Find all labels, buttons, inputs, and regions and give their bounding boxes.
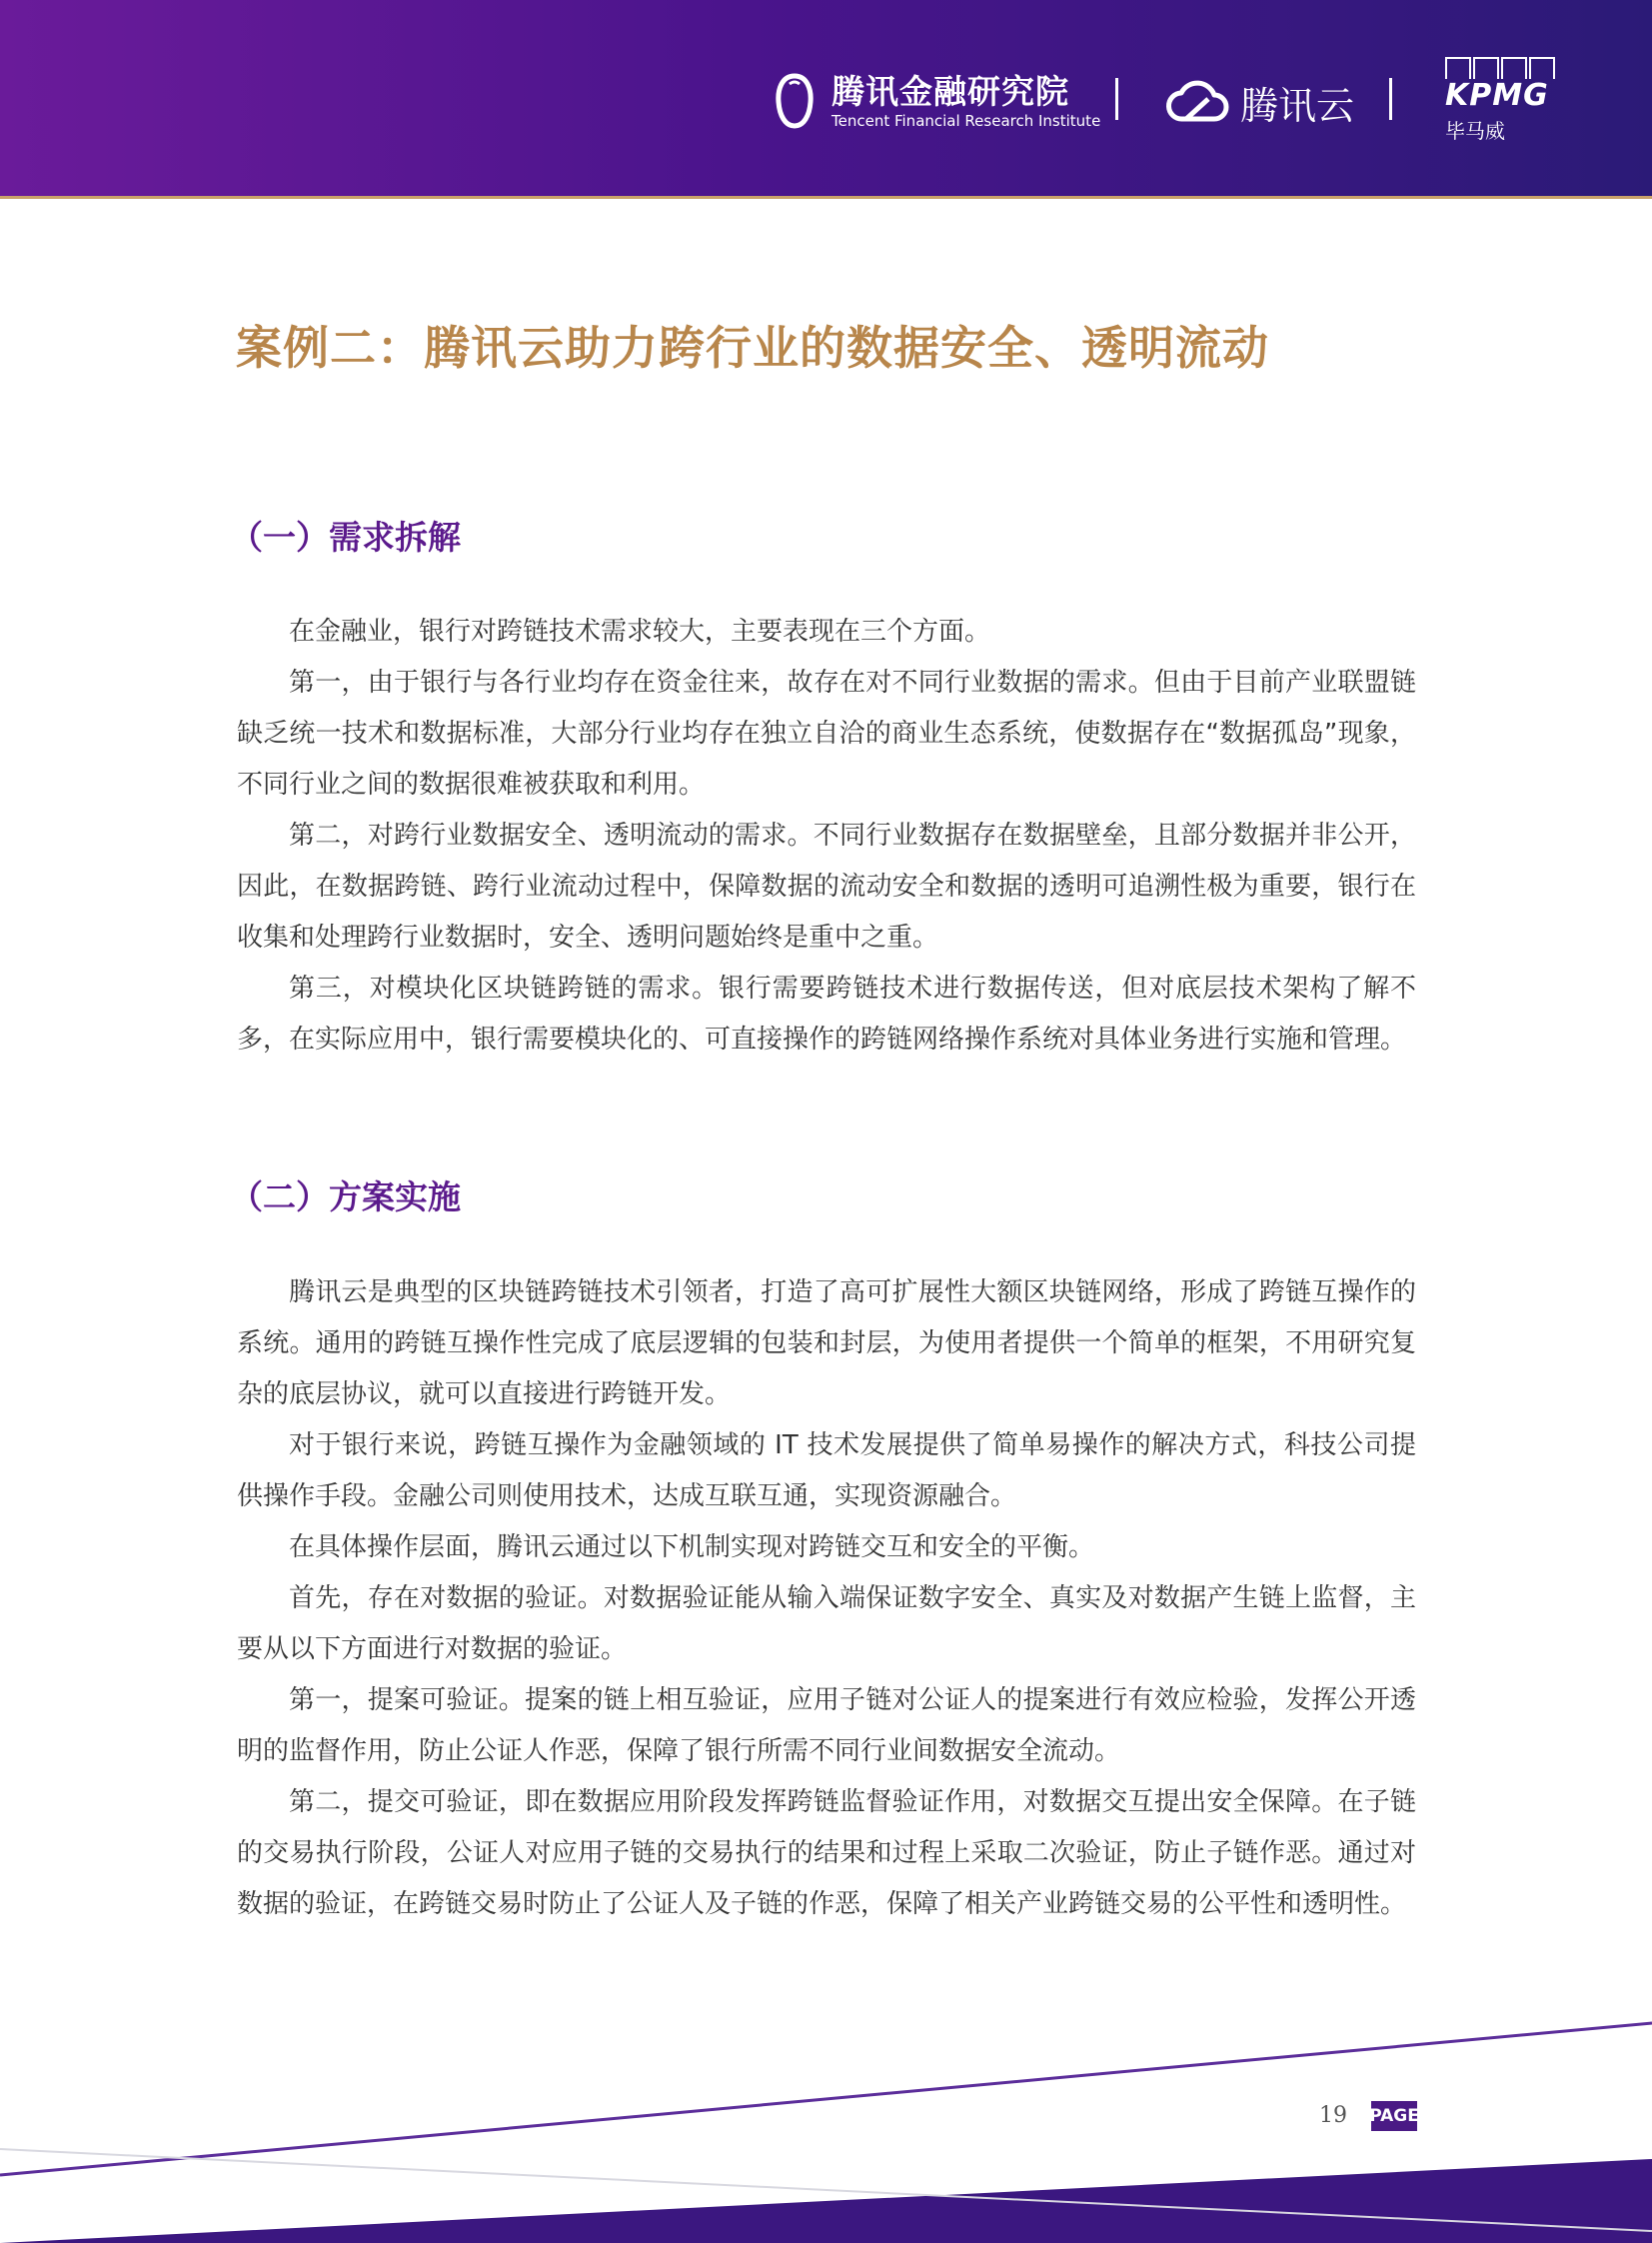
- kpmg-squares-icon: [1445, 57, 1555, 79]
- section-heading-requirements: （一）需求拆解: [230, 518, 461, 557]
- section-heading-implementation: （二）方案实施: [230, 1177, 461, 1216]
- tfri-english-name: Tencent Financial Research Institute: [831, 112, 1101, 130]
- logo-separator: [1115, 78, 1118, 120]
- kpmg-logo: [1445, 60, 1555, 143]
- page-title: 案例二：腾讯云助力跨行业的数据安全、透明流动: [236, 321, 1269, 375]
- section-body-implementation: [237, 1267, 1416, 1930]
- paragraph: 在金融业，银行对跨链技术需求较大，主要表现在三个方面。: [289, 617, 991, 647]
- tencent-cloud-logo: [1164, 62, 1354, 142]
- cloud-icon: [1164, 79, 1230, 125]
- section-body-requirements: [237, 607, 1416, 1066]
- paragraph: 第二，对跨行业数据安全、透明流动的需求。不同行业数据存在数据壁垒，且部分数据并非公开，因此，在数据跨链、跨行业流动过程中，保障数据的流动安全和数据的透明可追溯性极为重要，银行在收集和处理跨行业数据时，安全、透明问题始终是重中之重。: [237, 821, 1416, 953]
- paragraph: 腾讯云是典型的区块链跨链技术引领者，打造了高可扩展性大额区块链网络，形成了跨链互操作的系统。通用的跨链互操作性完成了底层逻辑的包装和封层，为使用者提供一个简单的框架，不用研究复杂的底层协议，就可以直接进行跨链开发。: [237, 1277, 1416, 1409]
- paragraph: 在具体操作层面，腾讯云通过以下机制实现对跨链交互和安全的平衡。: [289, 1532, 1095, 1562]
- paragraph: 第一，由于银行与各行业均存在资金往来，故存在对不同行业数据的需求。但由于目前产业联盟链缺乏统一技术和数据标准，大部分行业均存在独立自洽的商业生态系统，使数据存在“数据孤岛”现象，不同行业之间的数据很难被获取和利用。: [237, 668, 1416, 800]
- penguin-icon: [772, 72, 818, 132]
- tfri-chinese-name: 腾讯金融研究院: [831, 72, 1069, 111]
- paragraph: 第一，提案可验证。提案的链上相互验证，应用子链对公证人的提案进行有效应检验，发挥公开透明的监督作用，防止公证人作恶，保障了银行所需不同行业间数据安全流动。: [237, 1685, 1416, 1766]
- tencent-financial-research-logo: [772, 62, 1100, 142]
- paragraph: 对于银行来说，跨链互操作为金融领域的 IT 技术发展提供了简单易操作的解决方式，科技公司提供操作手段。金融公司则使用技术，达成互联互通，实现资源融合。: [237, 1430, 1416, 1511]
- paragraph: 第三，对模块化区块链跨链的需求。银行需要跨链技术进行数据传送，但对底层技术架构了解不多，在实际应用中，银行需要模块化的、可直接操作的跨链网络操作系统对具体业务进行实施和管理。: [237, 974, 1416, 1055]
- header-divider: [0, 196, 1652, 199]
- logo-separator: [1389, 78, 1392, 120]
- page-label-badge: PAGE: [1371, 2101, 1417, 2131]
- kpmg-wordmark: KPMG: [1445, 77, 1549, 113]
- tencent-cloud-name: 腾讯云: [1240, 83, 1355, 128]
- paragraph: 首先，存在对数据的验证。对数据验证能从输入端保证数字安全、真实及对数据产生链上监督，主要从以下方面进行对数据的验证。: [237, 1583, 1416, 1664]
- paragraph: 第二，提交可验证，即在数据应用阶段发挥跨链监督验证作用，对数据交互提出安全保障。在子链的交易执行阶段，公证人对应用子链的交易执行的结果和过程上采取二次验证，防止子链作恶。通过对数据的验证，在跨链交易时防止了公证人及子链的作恶，保障了相关产业跨链交易的公平性和透明性。: [237, 1787, 1416, 1919]
- page-number: 19: [1319, 2103, 1347, 2128]
- kpmg-chinese-name: 毕马威: [1445, 118, 1505, 143]
